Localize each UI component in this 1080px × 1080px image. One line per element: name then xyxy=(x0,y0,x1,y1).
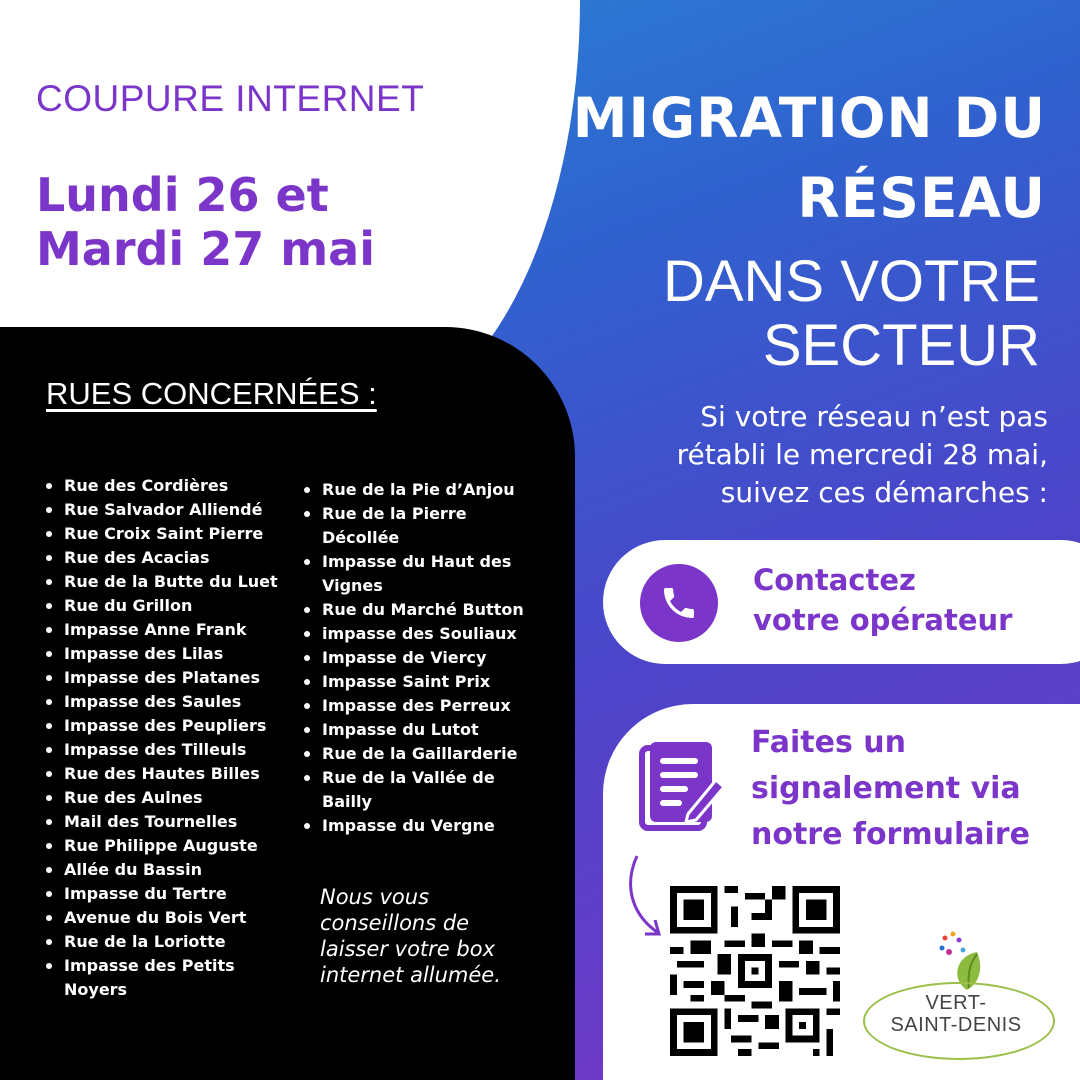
street-item: Impasse du Vergne xyxy=(302,814,532,838)
street-item: Impasse du Haut des Vignes xyxy=(302,550,532,598)
street-item: Impasse de Viercy xyxy=(302,646,532,670)
street-item: Impasse du Tertre xyxy=(44,882,294,906)
step2-line-3: notre formulaire xyxy=(751,817,1030,852)
intro-text xyxy=(578,398,1048,512)
street-item: Rue de la Gaillarderie xyxy=(302,742,532,766)
street-item: Rue des Acacias xyxy=(44,546,294,570)
streets-title: RUES CONCERNÉES : xyxy=(46,376,377,411)
streets-list-column-1 xyxy=(44,474,294,1002)
headline-line-2: RÉSEAU xyxy=(797,166,1046,230)
street-item: Rue Salvador Alliendé xyxy=(44,498,294,522)
intro-line-2: rétabli le mercredi 28 mai, xyxy=(676,438,1048,471)
form-icon xyxy=(638,740,724,832)
logo-text xyxy=(871,992,1041,1036)
street-item: Rue de la Pierre Décollée xyxy=(302,502,532,550)
street-item: impasse des Souliaux xyxy=(302,622,532,646)
step1-line-1: Contactez xyxy=(753,563,916,597)
street-item: Rue de la Butte du Luet xyxy=(44,570,294,594)
logo-line-2: SAINT-DENIS xyxy=(890,1014,1022,1036)
vert-saint-denis-logo xyxy=(859,930,1059,1060)
street-item: Rue des Cordières xyxy=(44,474,294,498)
street-item: Rue des Aulnes xyxy=(44,786,294,810)
intro-line-3: suivez ces démarches : xyxy=(720,476,1048,509)
dates-heading xyxy=(36,168,556,276)
streets-list-column-2 xyxy=(302,478,532,838)
dates-line-2: Mardi 27 mai xyxy=(36,222,375,276)
street-item: Mail des Tournelles xyxy=(44,810,294,834)
advice-line-1: Nous vous xyxy=(320,885,430,909)
advice-note xyxy=(320,884,550,988)
sub-headline xyxy=(520,250,1040,378)
street-item: Rue du Marché Button xyxy=(302,598,532,622)
street-item: Impasse des Saules xyxy=(44,690,294,714)
street-item: Rue Croix Saint Pierre xyxy=(44,522,294,546)
street-item: Impasse des Platanes xyxy=(44,666,294,690)
street-item: Impasse des Perreux xyxy=(302,694,532,718)
phone-icon xyxy=(640,564,718,642)
street-item: Impasse Saint Prix xyxy=(302,670,532,694)
contact-operator-card xyxy=(603,540,1080,664)
street-item: Impasse des Tilleuls xyxy=(44,738,294,762)
street-item: Impasse des Petits Noyers xyxy=(44,954,294,1002)
curved-arrow-icon xyxy=(623,852,673,942)
coupure-label: COUPURE INTERNET xyxy=(36,78,425,119)
report-form-card xyxy=(603,704,1080,1080)
street-item: Impasse Anne Frank xyxy=(44,618,294,642)
report-form-text xyxy=(751,720,1080,858)
logo-line-1: VERT- xyxy=(925,992,987,1014)
subheadline-line-2: SECTEUR xyxy=(762,313,1040,378)
street-item: Impasse des Peupliers xyxy=(44,714,294,738)
advice-line-3: laisser votre box xyxy=(320,937,495,961)
street-item: Rue de la Vallée de Bailly xyxy=(302,766,532,814)
dates-line-1: Lundi 26 et xyxy=(36,168,329,222)
advice-line-4: internet allumée. xyxy=(320,963,501,987)
step2-line-1: Faites un xyxy=(751,725,906,760)
street-item: Impasse des Lilas xyxy=(44,642,294,666)
step2-line-2: signalement via xyxy=(751,771,1021,806)
headline-line-1: MIGRATION DU xyxy=(572,86,1046,150)
street-item: Rue Philippe Auguste xyxy=(44,834,294,858)
contact-operator-text xyxy=(753,560,1080,640)
street-item: Rue des Hautes Billes xyxy=(44,762,294,786)
street-item: Avenue du Bois Vert xyxy=(44,906,294,930)
advice-line-2: conseillons de xyxy=(320,911,470,935)
street-item: Impasse du Lutot xyxy=(302,718,532,742)
street-item: Rue du Grillon xyxy=(44,594,294,618)
street-item: Allée du Bassin xyxy=(44,858,294,882)
subheadline-line-1: DANS VOTRE xyxy=(662,249,1040,314)
street-item: Rue de la Pie d’Anjou xyxy=(302,478,532,502)
street-item: Rue de la Loriotte xyxy=(44,930,294,954)
qr-code[interactable] xyxy=(670,886,840,1056)
step1-line-2: votre opérateur xyxy=(753,603,1013,637)
intro-line-1: Si votre réseau n’est pas xyxy=(700,400,1048,433)
main-headline xyxy=(526,78,1046,238)
